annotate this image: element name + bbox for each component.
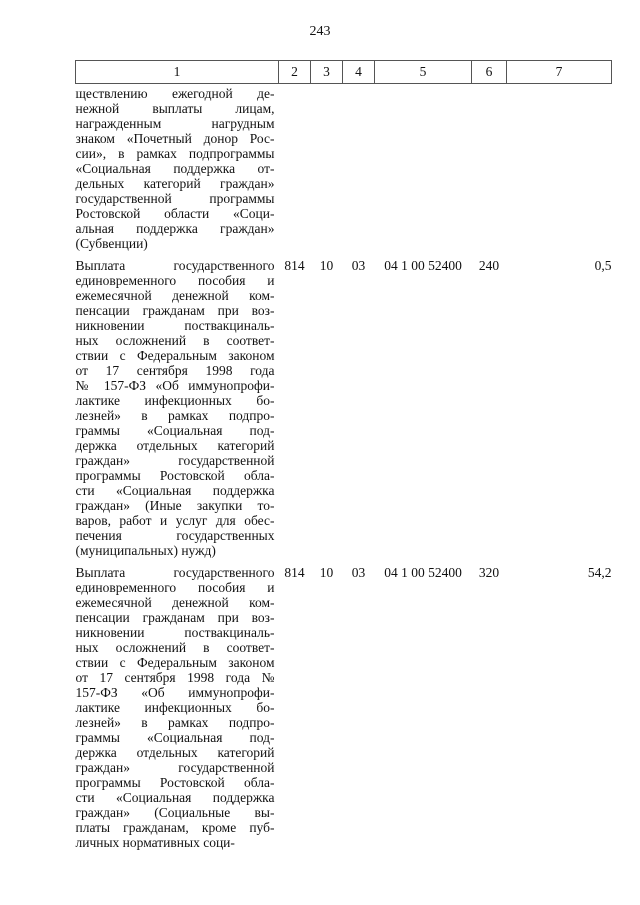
row-description [76, 84, 279, 259]
description-line: единовременного пособия и [75, 580, 275, 595]
budget-table [75, 60, 612, 857]
description-line: сии», в рамках подпрограммы [75, 146, 275, 161]
description-line: граммы «Социальная под- [75, 423, 275, 438]
column-header: 3 [311, 61, 343, 84]
target-article-cell: 04 1 00 52400 [384, 258, 462, 273]
subsection-code-cell: 03 [351, 565, 366, 580]
column-header: 7 [507, 61, 612, 84]
description-line: награжденным нагрудным [75, 116, 275, 131]
description-line: сти «Социальная поддержка [75, 790, 275, 805]
target-article-cell [375, 84, 472, 259]
description-line: ных осложнений в соответ- [75, 333, 275, 348]
table-row [76, 565, 612, 857]
description-line: программы Ростовской обла- [75, 468, 275, 483]
description-line: пенсации гражданам при воз- [75, 610, 275, 625]
description-line: от 17 сентября 1998 года [75, 363, 275, 378]
row-description [76, 565, 279, 857]
description-line: программы Ростовской обла- [75, 775, 275, 790]
description-line: печения государственных [75, 528, 275, 543]
column-header: 2 [279, 61, 311, 84]
column-header: 4 [343, 61, 375, 84]
description-line: государственной программы [75, 191, 275, 206]
column-header: 1 [76, 61, 279, 84]
amount-cell [507, 84, 612, 259]
description-line: № 157-ФЗ «Об иммунопрофи- [75, 378, 275, 393]
description-line: никновении поствакциналь- [75, 625, 275, 640]
description-line: нежной выплаты лицам, [75, 101, 275, 116]
description-line: ствии с Федеральным законом [75, 348, 275, 363]
description-line: держка отдельных категорий [75, 438, 275, 453]
column-header: 6 [472, 61, 507, 84]
column-number-header [76, 61, 612, 84]
description-line: от 17 сентября 1998 года № [75, 670, 275, 685]
description-line: лезней» в рамках подпро- [75, 408, 275, 423]
description-line: сти «Социальная поддержка [75, 483, 275, 498]
expense-type-cell [472, 84, 507, 259]
ministry-code-cell: 814 [284, 258, 305, 273]
section-code-cell: 10 [319, 258, 334, 273]
description-line: граждан» (Иные закупки то- [75, 498, 275, 513]
description-line: дельных категорий граждан» [75, 176, 275, 191]
description-line: ствии с Федеральным законом [75, 655, 275, 670]
description-line: ежемесячной денежной ком- [75, 288, 275, 303]
amount-cell: 0,5 [594, 258, 612, 273]
amount-cell: 54,2 [587, 565, 612, 580]
description-line: варов, работ и услуг для обес- [75, 513, 275, 528]
ministry-code-cell [279, 84, 311, 259]
description-line: граждан» государственной [75, 760, 275, 775]
description-line: лезней» в рамках подпро- [75, 715, 275, 730]
description-line: ных осложнений в соответ- [75, 640, 275, 655]
description-line: граждан» государственной [75, 453, 275, 468]
expense-type-cell: 320 [478, 565, 500, 580]
page-number: 243 [309, 24, 331, 39]
row-description [76, 258, 279, 565]
description-line: ежемесячной денежной ком- [75, 595, 275, 610]
column-header: 5 [375, 61, 472, 84]
description-line: «Социальная поддержка от- [75, 161, 275, 176]
description-line: 157-ФЗ «Об иммунопрофи- [75, 685, 275, 700]
expense-type-cell: 240 [478, 258, 500, 273]
subsection-code-cell [343, 84, 375, 259]
description-line: держка отдельных категорий [75, 745, 275, 760]
description-line: лактике инфекционных бо- [75, 393, 275, 408]
description-line: платы гражданам, кроме пуб- [75, 820, 275, 835]
section-code-cell: 10 [319, 565, 334, 580]
table-row [76, 84, 612, 259]
table-row [76, 258, 612, 565]
description-line: знаком «Почетный донор Рос- [75, 131, 275, 146]
section-code-cell [311, 84, 343, 259]
description-line: единовременного пособия и [75, 273, 275, 288]
ministry-code-cell: 814 [284, 565, 305, 580]
description-line: лактике инфекционных бо- [75, 700, 275, 715]
description-line: пенсации гражданам при воз- [75, 303, 275, 318]
target-article-cell: 04 1 00 52400 [384, 565, 462, 580]
description-line: (муниципальных) нужд) [75, 543, 216, 558]
description-line: Ростовской области «Соци- [75, 206, 275, 221]
description-line: граммы «Социальная под- [75, 730, 275, 745]
description-line: (Субвенции) [75, 236, 148, 251]
subsection-code-cell: 03 [351, 258, 366, 273]
description-line: личных нормативных соци- [75, 835, 235, 850]
description-line: никновении поствакциналь- [75, 318, 275, 333]
description-line: ществлению ежегодной де- [75, 86, 275, 101]
description-line: граждан» (Социальные вы- [75, 805, 275, 820]
description-line: Выплата государственного [75, 258, 275, 273]
description-line: альная поддержка граждан» [75, 221, 275, 236]
description-line: Выплата государственного [75, 565, 275, 580]
